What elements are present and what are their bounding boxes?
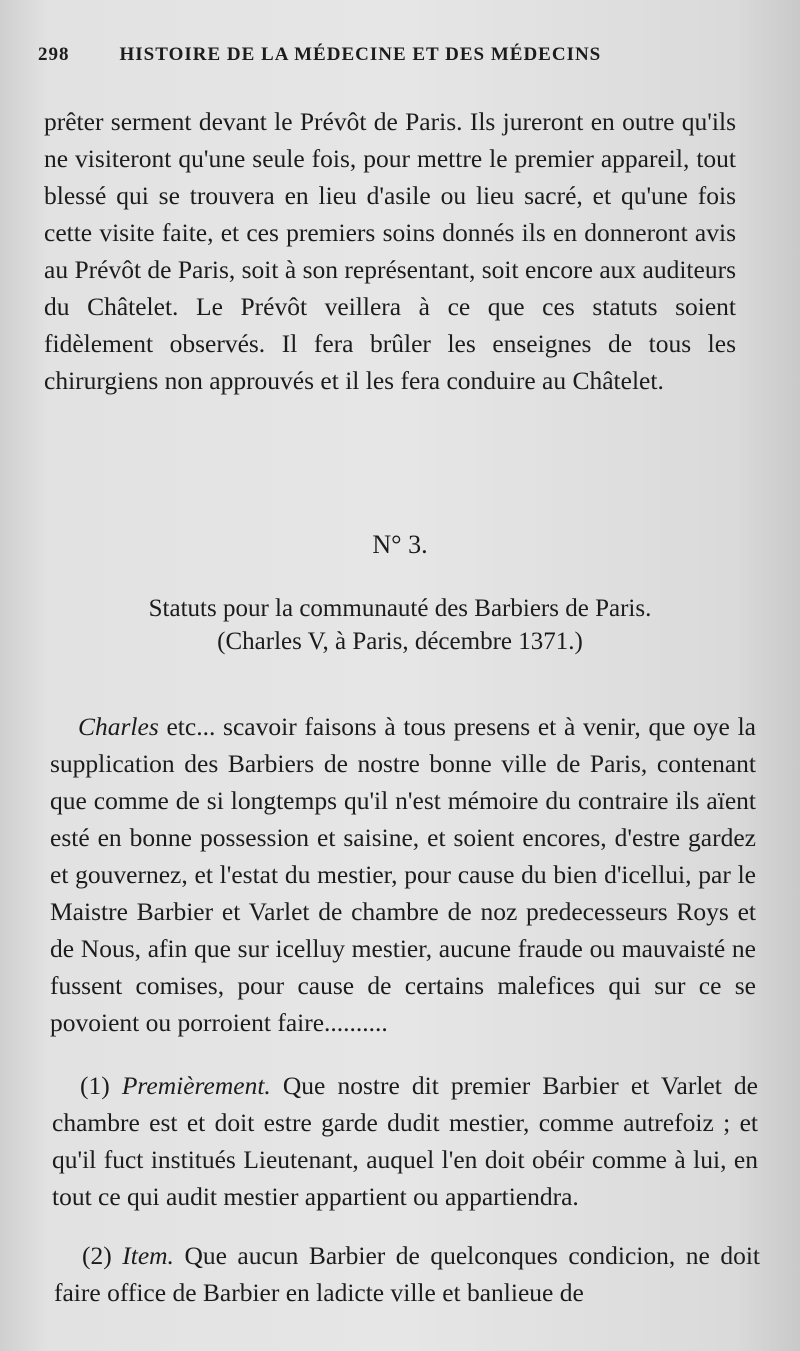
paragraph-3	[52, 1067, 758, 1215]
paragraph-2	[50, 708, 756, 1041]
running-header	[38, 44, 678, 66]
article-2-number: (2)	[82, 1241, 123, 1270]
running-title: HISTOIRE DE LA MÉDECINE ET DES MÉDECINS	[119, 44, 602, 65]
article-2-text: Que aucun Barbier de quelconques condicion, ne doit faire office de Barbier en ladicte ville et banlieue de	[54, 1241, 761, 1307]
article-1-text: Que nostre dit premier Barbier et Varlet de chambre est et doit estre garde dudit mestier, comme autrefoiz ; et qu'il fuct institués Lieutenant, auquel l'en doit obéir comme à lui, en tout ce qui audit mestier appartient ou appartiendra.	[52, 1071, 758, 1211]
article-1-lead: Premièrement.	[121, 1071, 271, 1100]
paragraph-1: prêter serment devant le Prévôt de Paris. Ils jureront en outre qu'ils ne visiteront qu'une seule fois, pour mettre le premier appareil, tout blessé qui se trouvera en lieu d'asile ou lieu sacré, et qu'une fois cette visite faite, et ces premiers soins donnés ils en donneront avis au Prévôt de Paris, soit à son représentant, soit encore aux auditeurs du Châtelet. Le Prévôt veillera à ce que ces statuts soient fidèlement observés. Il fera brûler les enseignes de tous les chirurgiens non approuvés et il les fera conduire au Châtelet.	[44, 107, 736, 395]
article-1-number: (1)	[80, 1071, 122, 1100]
paragraph-2-lead: Charles	[78, 712, 159, 741]
page-number: 298	[38, 44, 70, 65]
paragraph-2-text: etc... scavoir faisons à tous presens et à venir, que oye la supplication des Barbiers de nostre bonne ville de Paris, contenant que comme de si longtemps qu'il n'est mémoire du contraire ils aïent esté en bonne possession et saisine, et soient encores, d'estre gardez et gouvernez, et l'estat du mestier, pour cause du bien d'icellui, par le Maistre Barbier et Varlet de chambre de noz predecesseurs Roys et de Nous, afin que sur icelluy mestier, aucune fraude ou mauvaisté ne fussent comises, pour cause de certains malefices qui sur ce se povoient ou porroient faire..........	[50, 712, 756, 1037]
section-title: Statuts pour la communauté des Barbiers de Paris.	[148, 595, 652, 622]
section-subtitle: (Charles V, à Paris, décembre 1371.)	[217, 628, 583, 655]
section-number: N° 3.	[372, 530, 428, 559]
paragraph-4	[54, 1237, 760, 1311]
article-2-lead: Item.	[122, 1241, 174, 1270]
